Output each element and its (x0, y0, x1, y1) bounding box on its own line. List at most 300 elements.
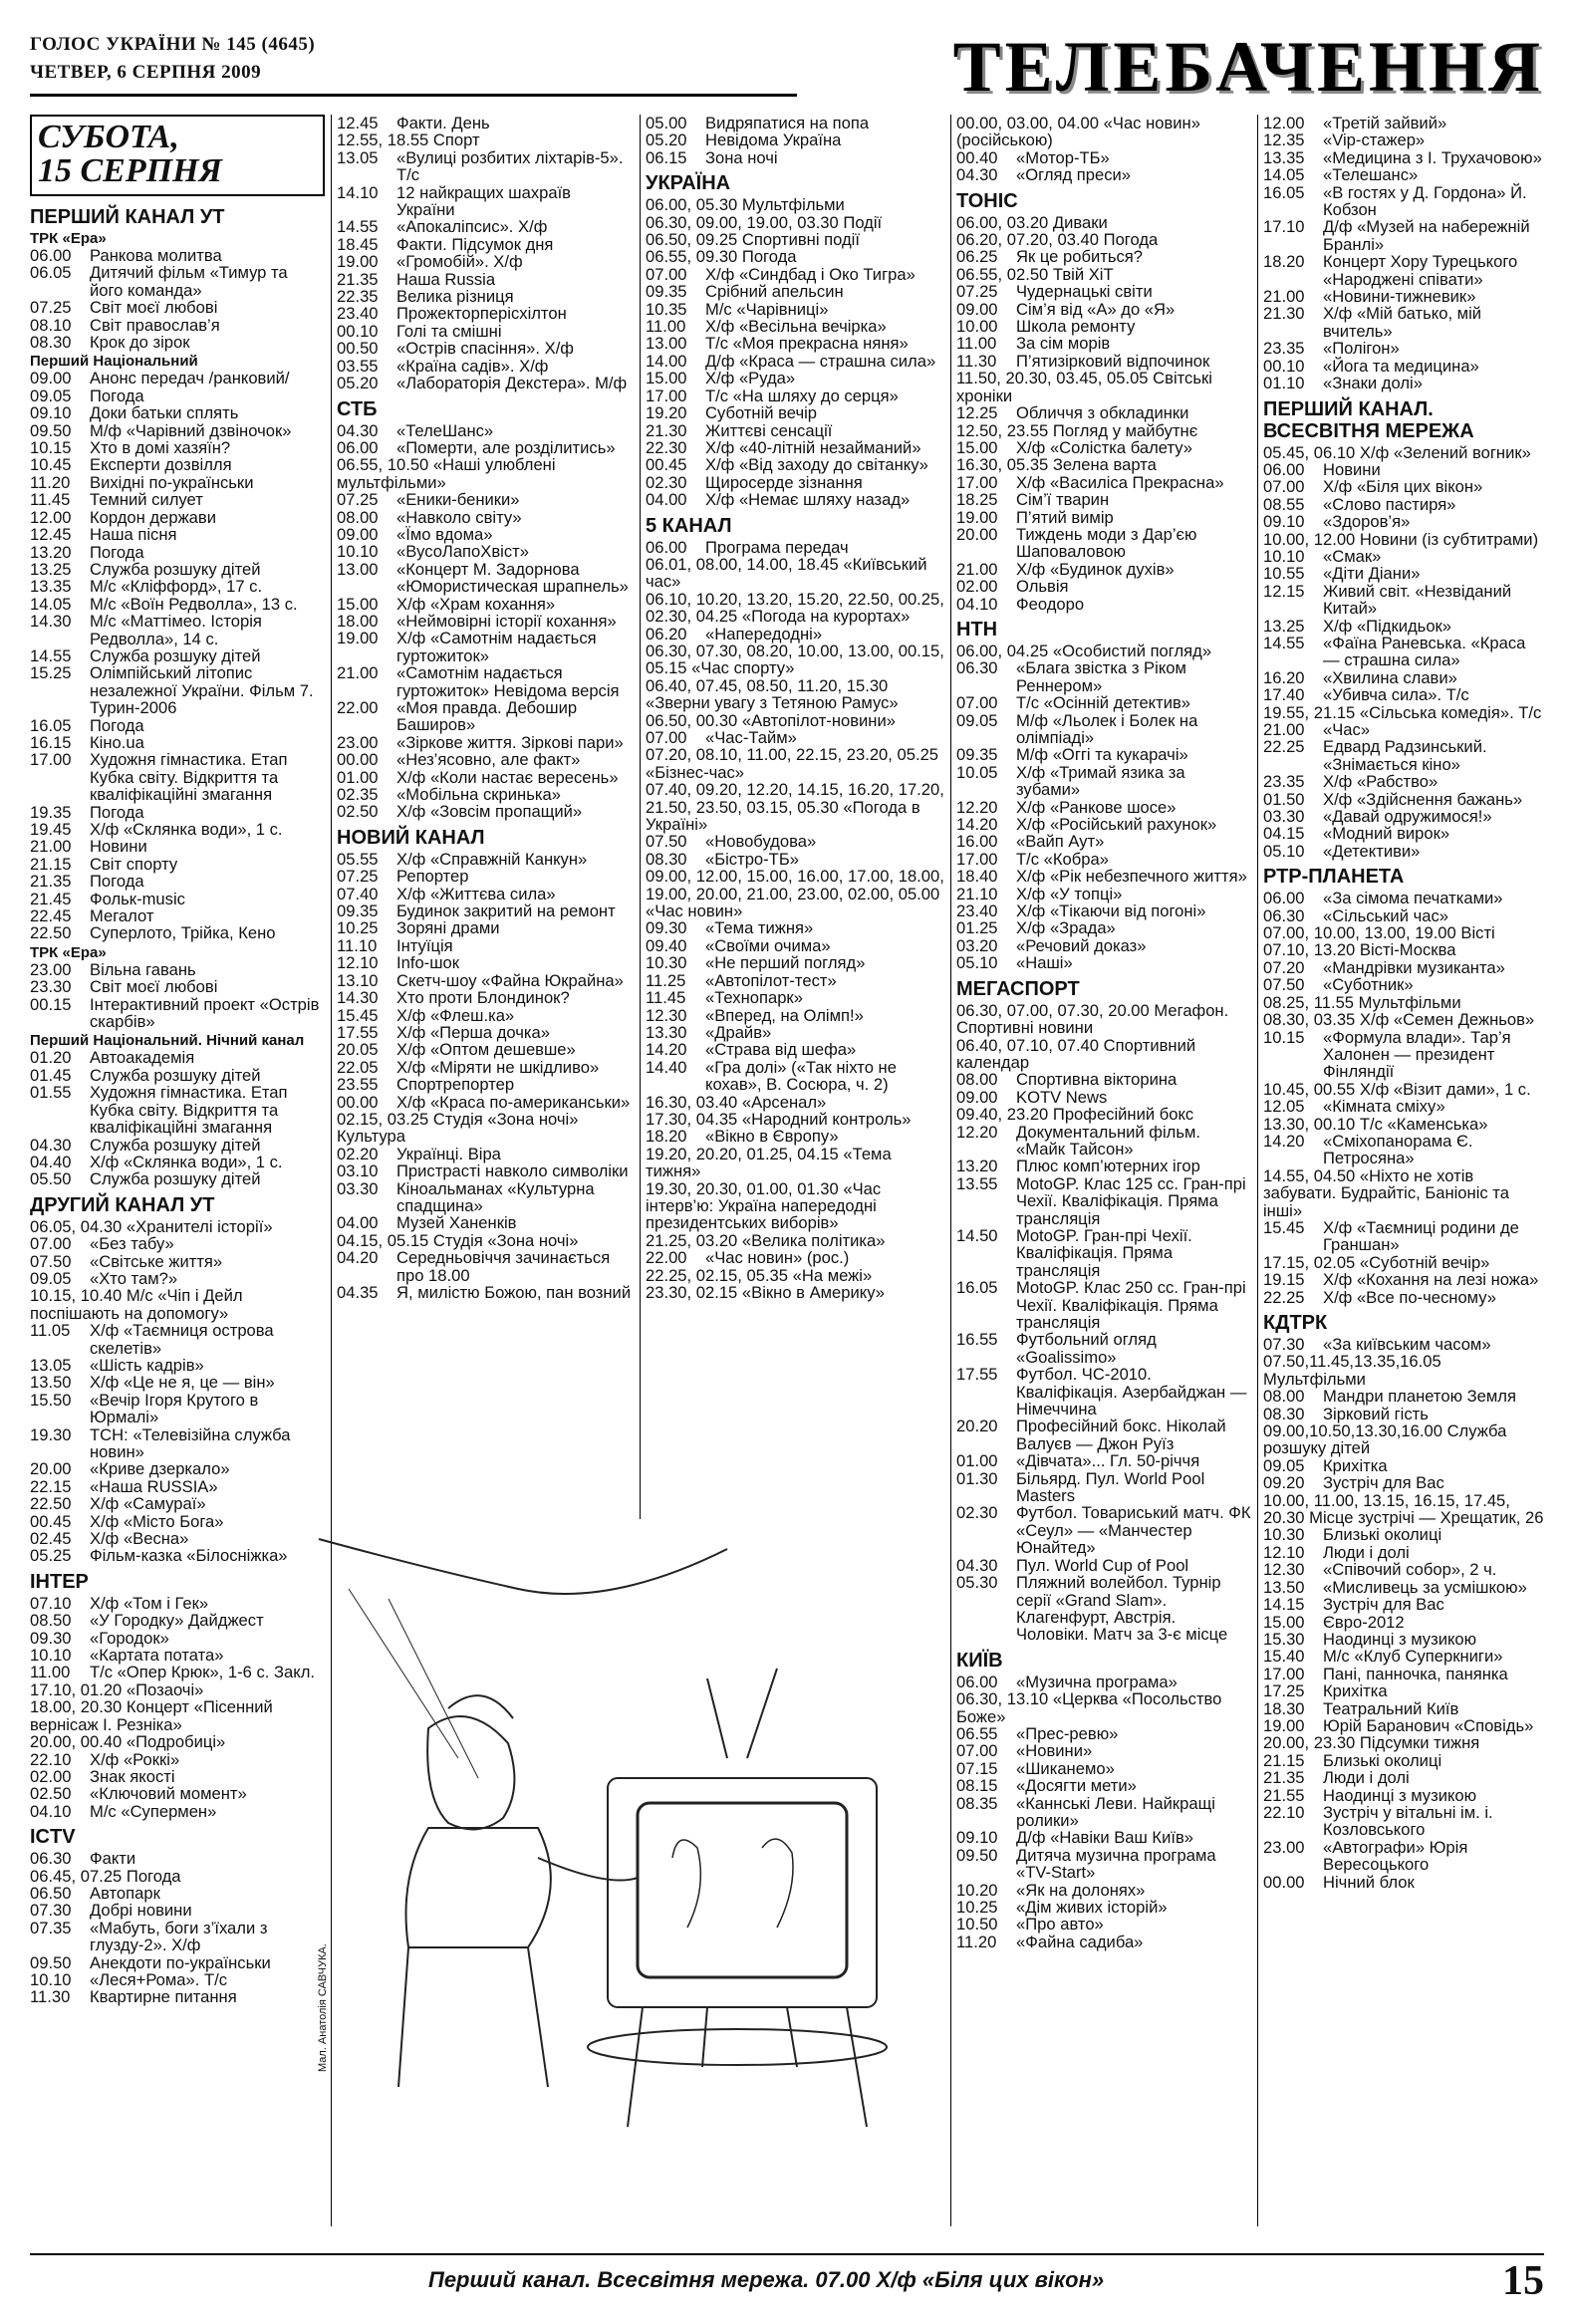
programme-entry (1263, 1666, 1544, 1682)
programme-entry (337, 937, 634, 954)
programme-time: 21.00 (30, 837, 72, 857)
programme-entry (337, 903, 634, 919)
programme-entry (646, 422, 944, 439)
programme-title: Люди і долі (1323, 1768, 1410, 1788)
programme-time: 12.20 (956, 1122, 998, 1142)
programme-time: 03.30 (1263, 807, 1305, 827)
channel-title: ICTV (30, 1826, 76, 1849)
programme-time: 23.55 (337, 1075, 379, 1095)
programme-title: Факти (90, 1849, 136, 1869)
programme-time: 00.00 (1263, 1872, 1305, 1892)
programme-entry (956, 1777, 1251, 1794)
programme-title: Погода (90, 542, 144, 562)
programme-time: 08.10 (30, 315, 72, 335)
programme-entry (956, 439, 1251, 456)
programme-entry (1263, 1648, 1544, 1665)
programme-time: 06.55 (956, 1723, 998, 1743)
programme-time: 04.10 (30, 1801, 72, 1821)
programme-entry (337, 803, 634, 820)
programme-title: «Медицина з І. Трухачовою» (1323, 147, 1542, 167)
programme-title: «Третій зайвий» (1323, 114, 1447, 132)
programme-title: Крихітка (1323, 1455, 1388, 1475)
channel-title: РТР-ПЛАНЕТА (1263, 866, 1405, 889)
programme-title: «Шість кадрів» (90, 1355, 204, 1375)
programme-entry (30, 1253, 325, 1270)
programme-time: 06.30, 07.30, 08.20, 10.00, 13.00, 00.15, 05.15 (646, 641, 944, 678)
programme-entry (337, 491, 634, 508)
programme-time: 09.50 (30, 420, 72, 440)
programme-title: «Навколо світу» (396, 507, 522, 527)
programme-time: 11.30 (956, 351, 997, 371)
programme-entry (337, 972, 634, 989)
programme-title: Наодинці з музикою (1323, 1785, 1477, 1805)
programme-entry (646, 677, 944, 712)
programme-time: 07.00, 10.00, 13.00, 19.00 (1263, 923, 1456, 943)
programme-title: «Музична програма» (1016, 1672, 1178, 1691)
programme-title: «Бізнес-час» (646, 762, 745, 782)
programme-time: 22.25 (1263, 1287, 1305, 1307)
programme-time: 16.05 (1263, 182, 1305, 202)
programme-time: 06.55, 02.50 (956, 264, 1049, 284)
programme-entry (956, 1002, 1251, 1037)
day-heading-weekday: СУБОТА, (38, 119, 179, 155)
programme-entry (337, 1041, 634, 1058)
footer-highlight: Перший канал. Всесвітня мережа. 07.00 Х/ф «Біля цих вікон» (428, 2267, 1105, 2292)
programme-time: 06.30 (1263, 905, 1305, 925)
programme-time: 08.55 (1263, 494, 1305, 514)
programme-title: Мультфільми (1358, 992, 1461, 1012)
programme-time: 02.15, 03.25 (337, 1109, 429, 1129)
programme-title: Спортивний календар (956, 1035, 1196, 1072)
programme-title: Спортивна вікторина (1016, 1070, 1178, 1090)
programme-title: «Народний контроль» (741, 1109, 912, 1129)
programme-entry (956, 149, 1251, 166)
programme-title: «Технопарк» (705, 988, 803, 1008)
programme-title: М/ф «Льолек і Болек на олімпіаді» (1016, 710, 1198, 747)
programme-entry (956, 509, 1251, 526)
programme-title: Служба розшуку дітей (90, 559, 261, 579)
programme-title: Крихітка (1323, 1681, 1388, 1701)
programme-time: 09.35 (337, 902, 379, 921)
programme-title: Х/ф «Кохання на лезі ножа» (1323, 1270, 1539, 1290)
programme-entry (337, 596, 634, 613)
programme-time: 15.00 (646, 369, 687, 388)
programme-time: 13.30, 00.10 (1263, 1114, 1356, 1134)
programme-time: 21.00 (1263, 720, 1305, 739)
programme-time: 16.20 (1263, 667, 1305, 687)
programme-entry (337, 509, 634, 526)
programme-entry (1263, 531, 1544, 548)
programme-time: 07.00 (956, 1741, 998, 1761)
programme-title: Наша Russia (396, 269, 496, 289)
programme-time: 03.55 (337, 356, 379, 376)
programme-title: «Час новин» (рос.) (705, 1248, 850, 1268)
programme-title: «Подробиці» (126, 1732, 226, 1752)
programme-entry (30, 387, 325, 404)
programme-title: Більярд. Пул. World Pool Masters (1016, 1468, 1205, 1506)
programme-time: 01.00 (337, 767, 379, 787)
programme-time: 08.25, 11.55 (1263, 992, 1355, 1012)
programme-title: Д/ф «Краса — страшна сила» (705, 351, 936, 371)
programme-time: 19.00 (956, 507, 998, 527)
programme-time: 12.10 (337, 953, 379, 973)
programme-entry (646, 1111, 944, 1128)
issue-date: ЧЕТВЕР, 6 СЕРПНЯ 2009 (30, 62, 262, 83)
programme-title: Професійний бокс (1052, 1105, 1194, 1125)
programme-title: Погода (1103, 230, 1159, 250)
programme-title: Х/ф «Склянка води», 1 с. (90, 820, 283, 839)
programme-entry (646, 1249, 944, 1266)
programme-time: 02.50 (30, 1784, 72, 1804)
programme-title: Крок до зірок (90, 333, 190, 353)
programme-time: 06.05 (30, 263, 72, 283)
programme-time: 20.05 (337, 1040, 379, 1060)
programme-title: Погода (126, 1866, 181, 1886)
programme-time: 12.30 (1263, 1560, 1305, 1580)
programme-time: 10.55 (1263, 564, 1305, 584)
programme-entry (1263, 1787, 1544, 1804)
programme-time: 11.00 (30, 1663, 71, 1682)
programme-title: Зоряні драми (396, 918, 500, 938)
programme-title: «Не перший погляд» (705, 953, 866, 973)
programme-title: Х/ф «Міряти не шкідливо» (396, 1057, 600, 1077)
programme-entry (956, 578, 1251, 595)
schedule-column-1 (30, 115, 325, 2006)
programme-title: Новини (90, 837, 147, 857)
programme-title: «Тема тижня» (646, 1144, 892, 1181)
programme-entry (646, 712, 944, 729)
programme-entry (956, 937, 1251, 954)
programme-title: Зустріч для Вас (1323, 1595, 1444, 1615)
programme-entry (30, 664, 325, 716)
programme-entry (956, 1470, 1251, 1505)
programme-time: 04.20 (337, 1248, 379, 1268)
programme-entry (337, 1059, 634, 1076)
programme-time: 09.00 (956, 1087, 998, 1107)
programme-entry (956, 491, 1251, 508)
programme-entry (1263, 358, 1544, 375)
programme-title: Х/ф «Візит дами», 1 с. (1359, 1079, 1531, 1099)
programme-entry (1263, 1167, 1544, 1219)
programme-time: 06.00, 05.30 (646, 195, 738, 215)
programme-entry (1263, 738, 1544, 773)
programme-time: 00.00, 03.00, 04.00 (956, 114, 1100, 132)
programme-entry (30, 717, 325, 734)
channel-title: ПЕРШИЙ КАНАЛ УТ (30, 206, 225, 228)
programme-time: 15.45 (1263, 1217, 1305, 1237)
programme-entry (1263, 1596, 1544, 1613)
programme-title: «Час» (1323, 720, 1371, 739)
programme-time: 23.30 (30, 977, 72, 997)
programme-time: 04.35 (337, 1283, 379, 1302)
programme-time: 06.20 (646, 624, 687, 644)
programme-time: 10.05 (956, 762, 998, 782)
programme-title: «Київський час» (646, 554, 927, 592)
programme-title: «Про авто» (1016, 1915, 1104, 1935)
programme-title: Т/с «Кобра» (1016, 849, 1109, 869)
programme-entry (1263, 1526, 1544, 1543)
programme-title: Служба розшуку дітей (1263, 1421, 1507, 1458)
programme-entry (956, 886, 1251, 903)
programme-time: 21.00 (1263, 287, 1305, 307)
programme-time: 08.00 (1263, 1387, 1305, 1407)
programme-title: «Вперед, на Олімп!» (705, 1005, 864, 1025)
programme-entry (646, 1024, 944, 1041)
programme-entry (30, 856, 325, 873)
programme-entry (1263, 1029, 1544, 1081)
programme-time: 06.30 (956, 658, 998, 678)
programme-time: 14.30 (337, 988, 379, 1008)
programme-time: 05.55 (337, 849, 379, 869)
programme-entry (337, 664, 634, 699)
programme-time: 08.30, 03.35 (1263, 1010, 1356, 1030)
programme-entry (1263, 1769, 1544, 1786)
programme-entry (337, 358, 634, 375)
programme-entry (1263, 1116, 1544, 1133)
programme-entry (337, 919, 634, 936)
programme-time: 21.30 (1263, 304, 1305, 324)
programme-entry (337, 630, 634, 664)
programme-title: Х/ф «Василіса Прекрасна» (1016, 472, 1224, 492)
programme-title: Х/ф «Храм кохання» (396, 594, 556, 614)
programme-entry (30, 1988, 325, 2005)
newspaper-issue: ГОЛОС УКРАЇНИ № 145 (4645) (30, 34, 316, 55)
programme-entry (30, 1460, 325, 1477)
programme-time: 00.40 (956, 147, 998, 167)
programme-title: Погода (90, 802, 144, 822)
programme-time: 07.20, 08.10, 11.00, 22.15, 23.20, 05.25 (646, 745, 939, 765)
programme-title: Погода (741, 247, 797, 267)
programme-time: 21.10 (956, 884, 998, 904)
programme-entry (30, 596, 325, 613)
programme-title: «Час новин» (російською) (956, 114, 1200, 150)
programme-entry (956, 643, 1251, 659)
programme-title: Новини (1323, 459, 1381, 479)
programme-title: «Тема тижня» (705, 918, 814, 938)
programme-time: 22.30 (646, 437, 687, 457)
programme-title: Автопарк (90, 1883, 160, 1903)
programme-time: 17.25 (1263, 1681, 1305, 1701)
programme-title: Мандри планетою Земля (1323, 1387, 1516, 1407)
programme-entry (646, 439, 944, 456)
programme-time: 18.20 (1263, 252, 1305, 272)
programme-entry (956, 1124, 1251, 1159)
programme-title: Світ моєї любові (90, 977, 218, 997)
programme-entry (956, 1574, 1251, 1644)
programme-entry (646, 851, 944, 868)
programme-time: 23.40 (337, 304, 379, 324)
programme-time: 07.25 (337, 867, 379, 887)
programme-time: 22.50 (30, 923, 72, 943)
programme-title: Х/ф «У топці» (1016, 884, 1123, 904)
programme-time: 17.00 (30, 750, 72, 770)
programme-entry (646, 1128, 944, 1145)
programme-entry (337, 422, 634, 439)
programme-title: М/с «Супермен» (90, 1801, 217, 1821)
programme-title: Темний силует (90, 490, 203, 510)
programme-time: 19.00 (1263, 1715, 1305, 1735)
programme-entry (956, 1829, 1251, 1846)
programme-entry (646, 746, 944, 781)
programme-entry (30, 1885, 325, 1902)
programme-title: ТСН: «Телевізійна служба новин» (90, 1424, 291, 1461)
programme-title: «Церква «Посольство Боже» (956, 1689, 1222, 1726)
programme-title: Х/ф «Біля цих вікон» (1323, 477, 1483, 497)
programme-title: Кіно.ua (90, 732, 144, 752)
programme-entry (956, 954, 1251, 971)
programme-time: 22.10 (1263, 1802, 1305, 1822)
programme-time: 22.25, 02.15, 05.35 (646, 1265, 789, 1285)
programme-title: М/с «Маттімео. Історія Редволла», 14 с. (90, 612, 262, 648)
programme-title: «Страва від шефа» (705, 1040, 857, 1060)
programme-time: 02.30 (646, 472, 687, 492)
programme-title: Художня гімнастика. Етап Кубка світу. Відкриття та кваліфікаційні змагання (90, 750, 288, 805)
programme-time: 17.00 (956, 472, 998, 492)
programme-entry (30, 1530, 325, 1547)
programme-time: 04.30 (337, 420, 379, 440)
programme-entry (956, 1037, 1251, 1072)
programme-time: 10.10 (337, 542, 379, 562)
programme-title: Анекдоти по-українськи (90, 1952, 271, 1972)
programme-entry (956, 166, 1251, 183)
programme-time: 02.20 (337, 1144, 379, 1163)
programme-title: «Вікно в Америку» (741, 1283, 885, 1302)
programme-title: Х/ф «Склянка води», 1 с. (90, 1152, 283, 1171)
programme-entry (337, 886, 634, 903)
programme-title: «Зіркове життя. Зіркові пари» (396, 732, 624, 752)
programme-time: 17.00 (1263, 1664, 1305, 1683)
programme-time: 00.50 (337, 339, 379, 359)
programme-title: «Лабораторія Декстера». М/ф (396, 374, 628, 393)
programme-time: 15.30 (1263, 1629, 1305, 1649)
programme-time: 13.35 (1263, 147, 1305, 167)
programme-entry (646, 781, 944, 833)
programme-time: 14.00 (646, 351, 687, 371)
programme-title: Х/ф «Тримай язика за зубами» (1016, 762, 1185, 800)
programme-entry (956, 1882, 1251, 1899)
programme-time: 09.05 (956, 710, 998, 730)
programme-title: «Леся+Рома». Т/с (90, 1969, 228, 1989)
programme-time: 00.45 (646, 455, 687, 475)
programme-time: 19.45 (30, 820, 72, 839)
programme-time: 12.05 (1263, 1097, 1305, 1117)
programme-time: 05.50 (30, 1169, 72, 1189)
programme-entry (30, 1513, 325, 1530)
programme-time: 05.10 (1263, 841, 1305, 861)
programme-entry (30, 1170, 325, 1187)
programme-time: 19.30 (30, 1424, 72, 1444)
programme-entry (30, 1067, 325, 1084)
programme-time: 06.30, 09.00, 19.00, 03.30 (646, 212, 839, 232)
programme-time: 15.00 (956, 437, 998, 457)
masthead-rule (30, 94, 797, 97)
programme-time: 12.20 (956, 797, 998, 817)
programme-entry (30, 1287, 325, 1322)
programme-title: «На межі» (792, 1265, 873, 1285)
programme-title: «Новини» (1016, 1741, 1093, 1761)
programme-time: 07.30 (1263, 1335, 1305, 1354)
programme-title: «Криве дзеркало» (90, 1459, 230, 1479)
cartoon-credit: Мал. Анатолія САВЧУКА. (317, 1943, 329, 2072)
programme-entry (956, 1795, 1251, 1830)
programme-time: 13.50 (30, 1373, 72, 1393)
programme-time: 14.15 (1263, 1595, 1305, 1615)
programme-entry (337, 1007, 634, 1024)
programme-entry (1263, 513, 1544, 530)
programme-time: 17.55 (337, 1022, 379, 1042)
programme-entry (1263, 1874, 1544, 1891)
programme-title: П’ятизірковий відпочинок (1016, 351, 1210, 371)
programme-time: 07.50 (30, 1251, 72, 1271)
programme-entry (30, 247, 325, 264)
sub-channel-title: Перший Національний. Нічний канал (30, 1032, 305, 1050)
programme-time: 07.25 (956, 282, 998, 302)
programme-title: Х/ф «Здійснення бажань» (1323, 789, 1523, 809)
programme-title: Життєві сенсації (705, 420, 833, 440)
programme-time: 10.00, 11.00, 13.15, 16.15, 17.45, 20.30 (1263, 1490, 1510, 1528)
programme-time: 09.10 (956, 1828, 998, 1848)
programme-title: Мегафон. Спортивні новини (956, 1000, 1229, 1038)
programme-entry (646, 131, 944, 148)
programme-time: 15.50 (30, 1390, 72, 1410)
programme-title: Вихідні по-українськи (90, 472, 254, 492)
programme-time: 02.00 (956, 577, 998, 597)
programme-time: 10.15 (30, 438, 72, 458)
programme-time: 01.30 (956, 1468, 998, 1488)
programme-entry (337, 218, 634, 235)
programme-entry (1263, 669, 1544, 686)
programme-time: 06.25 (956, 247, 998, 267)
programme-time: 14.05 (1263, 165, 1305, 185)
programme-entry (337, 769, 634, 786)
programme-time: 05.20 (337, 374, 379, 393)
programme-title: Х/ф «Весна» (90, 1529, 189, 1549)
programme-entry (30, 978, 325, 995)
channel-title: КИЇВ (956, 1649, 1003, 1672)
programme-title: Х/ф «Ранкове шосе» (1016, 797, 1177, 817)
programme-entry (646, 474, 944, 491)
programme-title: «Йога та медицина» (1323, 356, 1479, 376)
programme-title: Футбол. Товариський матч. ФК «Сеул» — «Манчестер Юнайтед» (1016, 1503, 1251, 1558)
programme-entry (646, 266, 944, 283)
programme-time: 00.10 (337, 321, 379, 341)
programme-title: Світ спорту (90, 854, 178, 874)
programme-entry (1263, 1254, 1544, 1271)
programme-entry (337, 954, 634, 971)
programme-title: «Дівчата»... Гл. 50-річчя (1016, 1451, 1200, 1471)
programme-time: 14.55 (1263, 633, 1305, 652)
programme-title: П’ятий вимір (1016, 507, 1114, 527)
programme-time: 11.00 (646, 317, 686, 337)
programme-title: Едвард Радзинський. «Знімається кіно» (1323, 737, 1487, 774)
programme-time: 23.30, 02.15 (646, 1283, 738, 1302)
programme-title: «Нез’ясовно, але факт» (396, 750, 581, 770)
programme-title: «Смак» (1323, 546, 1382, 566)
programme-title: «Мобільна скринька» (396, 785, 561, 805)
programme-entry (30, 1698, 325, 1733)
programme-entry (1263, 1353, 1544, 1388)
programme-time: 13.30 (646, 1022, 687, 1042)
programme-entry (1263, 1631, 1544, 1648)
programme-title: Люди і долі (1323, 1542, 1410, 1562)
programme-title: «ТелеШанс» (396, 420, 494, 440)
programme-time: 09.20 (1263, 1473, 1305, 1493)
programme-title: Ранкова молитва (90, 246, 222, 265)
programme-time: 19.30, 20.30, 01.00, 01.30 (646, 1178, 839, 1198)
programme-time: 12.35 (1263, 130, 1305, 150)
programme-entry (30, 734, 325, 751)
programme-time: 12.45 (30, 525, 72, 545)
